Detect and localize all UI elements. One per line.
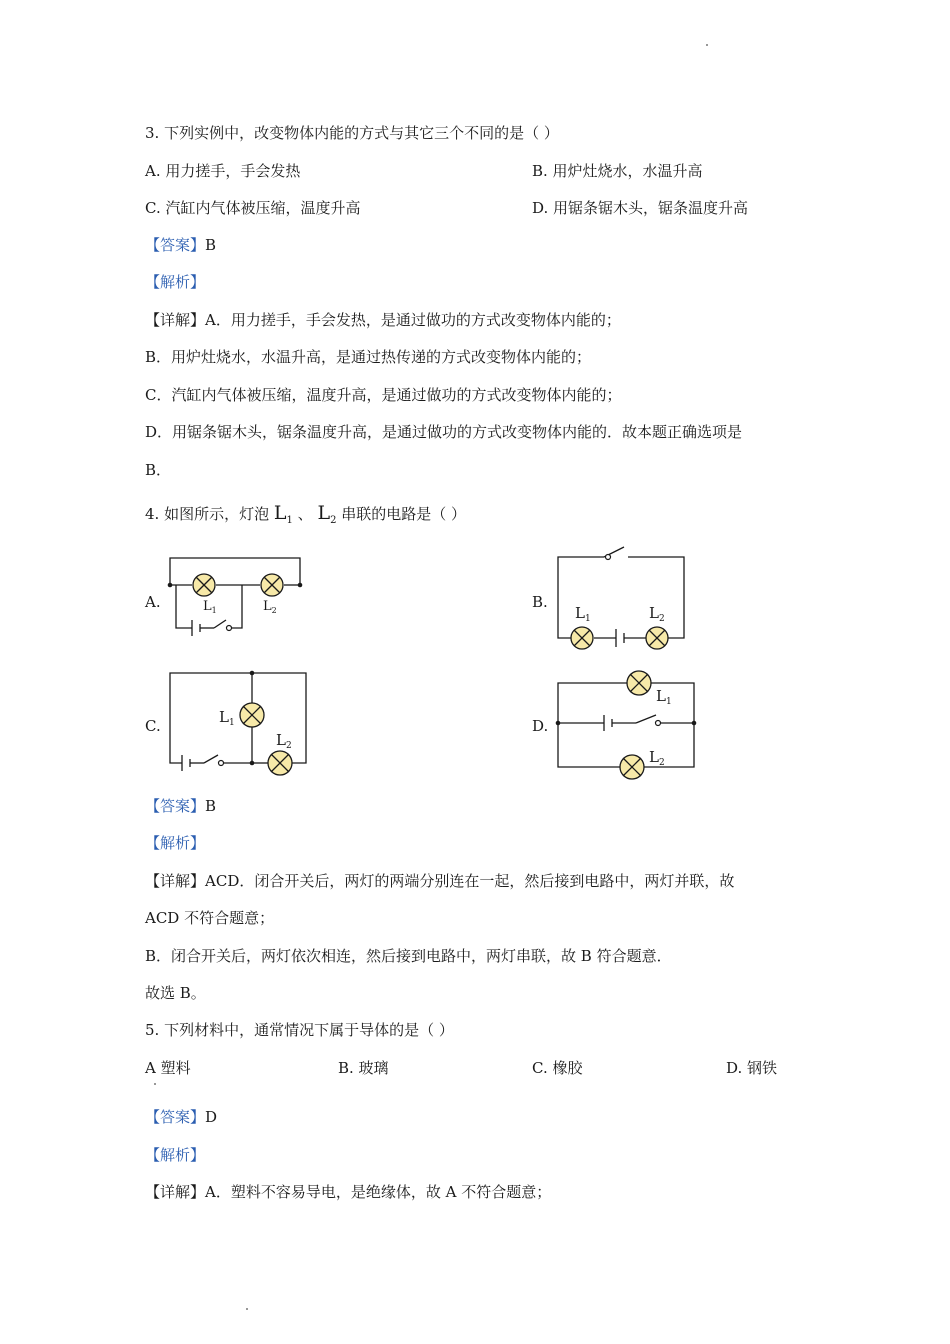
bulb-l1-label: $L_1$	[219, 708, 235, 728]
bulb-l2-label: $L_2$	[263, 599, 277, 615]
detail-tag: 【详解】	[145, 1183, 206, 1201]
bulb-l2-label: $L_2$	[276, 731, 292, 751]
bulb-l1-label: $L_1$	[203, 599, 217, 615]
detail-text: A．塑料不容易导电，是绝缘体，故 A 不符合题意；	[205, 1183, 552, 1201]
q4-stem-suffix: 串联的电路是（ ）	[341, 505, 467, 523]
q3-option-b: B. 用炉灶烧水，水温升高	[532, 162, 703, 180]
answer-value: D	[205, 1108, 218, 1126]
q4-analysis-tag: 【解析】	[145, 834, 206, 852]
subscript: 2	[330, 515, 337, 526]
separator: 、	[297, 505, 313, 523]
detail-text: A．用力搓手，手会发热，是通过做功的方式改变物体内能的；	[205, 311, 621, 329]
bulb-symbol: L	[273, 502, 287, 524]
bulb-l1	[627, 671, 651, 695]
circuit-diagram-b	[548, 543, 698, 653]
q5-option-a: A 塑料	[145, 1059, 191, 1077]
q4-answer	[145, 796, 216, 816]
q5-answer	[145, 1107, 217, 1127]
q5-analysis-tag: 【解析】	[145, 1146, 206, 1164]
q4-stem-prefix: 4. 如图所示，灯泡	[145, 505, 270, 523]
q4-detail-line: 故选 B。	[145, 984, 206, 1002]
figure-a-label: A.	[145, 593, 161, 611]
q4-detail-line	[145, 871, 734, 891]
q3-detail-line: C．汽缸内气体被压缩，温度升高，是通过做功的方式改变物体内能的；	[145, 386, 622, 404]
detail-text: ACD．闭合开关后，两灯的两端分别连在一起，然后接到电路中，两灯并联，故	[205, 872, 735, 890]
bulb-l2	[620, 755, 644, 779]
bulb-l2	[261, 574, 283, 596]
figure-c-label: C.	[145, 717, 161, 735]
bulb-l2	[268, 751, 292, 775]
q3-detail-line: B．	[145, 461, 172, 479]
bulb-l2-label: $L_2$	[649, 604, 665, 624]
q5-stem: 5. 下列材料中，通常情况下属于导体的是（ ）	[145, 1021, 454, 1039]
q4-stem	[145, 503, 466, 531]
stray-dot	[706, 44, 708, 46]
detail-tag: 【详解】	[145, 311, 206, 329]
bulb-l1	[240, 703, 264, 727]
q3-answer	[145, 235, 216, 255]
circuit-diagram-a	[160, 550, 320, 650]
circuit-diagram-d	[548, 665, 708, 785]
q3-option-d: D. 用锯条锯木头，锯条温度升高	[532, 199, 749, 217]
stray-dot	[154, 1083, 156, 1085]
q3-detail-line	[145, 310, 621, 330]
q3-detail-line: D．用锯条锯木头，锯条温度升高，是通过做功的方式改变物体内能的．故本题正确选项是	[145, 423, 743, 441]
q5-option-d: D. 钢铁	[726, 1059, 778, 1077]
bulb-l2	[646, 627, 668, 649]
bulb-l1-label: $L_1$	[656, 687, 672, 707]
figure-d-label: D.	[532, 717, 549, 735]
q4-detail-line: ACD 不符合题意；	[145, 909, 275, 927]
q4-detail-line: B．闭合开关后，两灯依次相连，然后接到电路中，两灯串联，故 B 符合题意．	[145, 947, 672, 965]
bulb-l1-label: $L_1$	[575, 604, 591, 624]
q3-option-c: C. 汽缸内气体被压缩，温度升高	[145, 199, 361, 217]
circuit-diagram-c	[160, 665, 320, 785]
q5-option-c: C. 橡胶	[532, 1059, 583, 1077]
q3-option-a: A. 用力搓手，手会发热	[145, 162, 301, 180]
subscript: 1	[286, 515, 293, 526]
q3-stem: 3. 下列实例中，改变物体内能的方式与其它三个不同的是（ ）	[145, 124, 559, 142]
stray-dot	[246, 1308, 248, 1310]
q5-detail-line	[145, 1182, 551, 1202]
detail-tag: 【详解】	[145, 872, 206, 890]
bulb-l1	[193, 574, 215, 596]
answer-tag: 【答案】	[145, 797, 206, 815]
figure-b-label: B.	[532, 593, 548, 611]
answer-value: B	[205, 797, 217, 815]
q3-detail-line: B．用炉灶烧水，水温升高，是通过热传递的方式改变物体内能的；	[145, 348, 592, 366]
answer-tag: 【答案】	[145, 1108, 206, 1126]
bulb-l2-label: $L_2$	[649, 748, 665, 768]
q3-analysis-tag: 【解析】	[145, 273, 206, 291]
bulb-l1	[571, 627, 593, 649]
answer-tag: 【答案】	[145, 236, 206, 254]
bulb-symbol: L	[317, 502, 331, 524]
answer-value: B	[205, 236, 217, 254]
q5-option-b: B. 玻璃	[338, 1059, 389, 1077]
